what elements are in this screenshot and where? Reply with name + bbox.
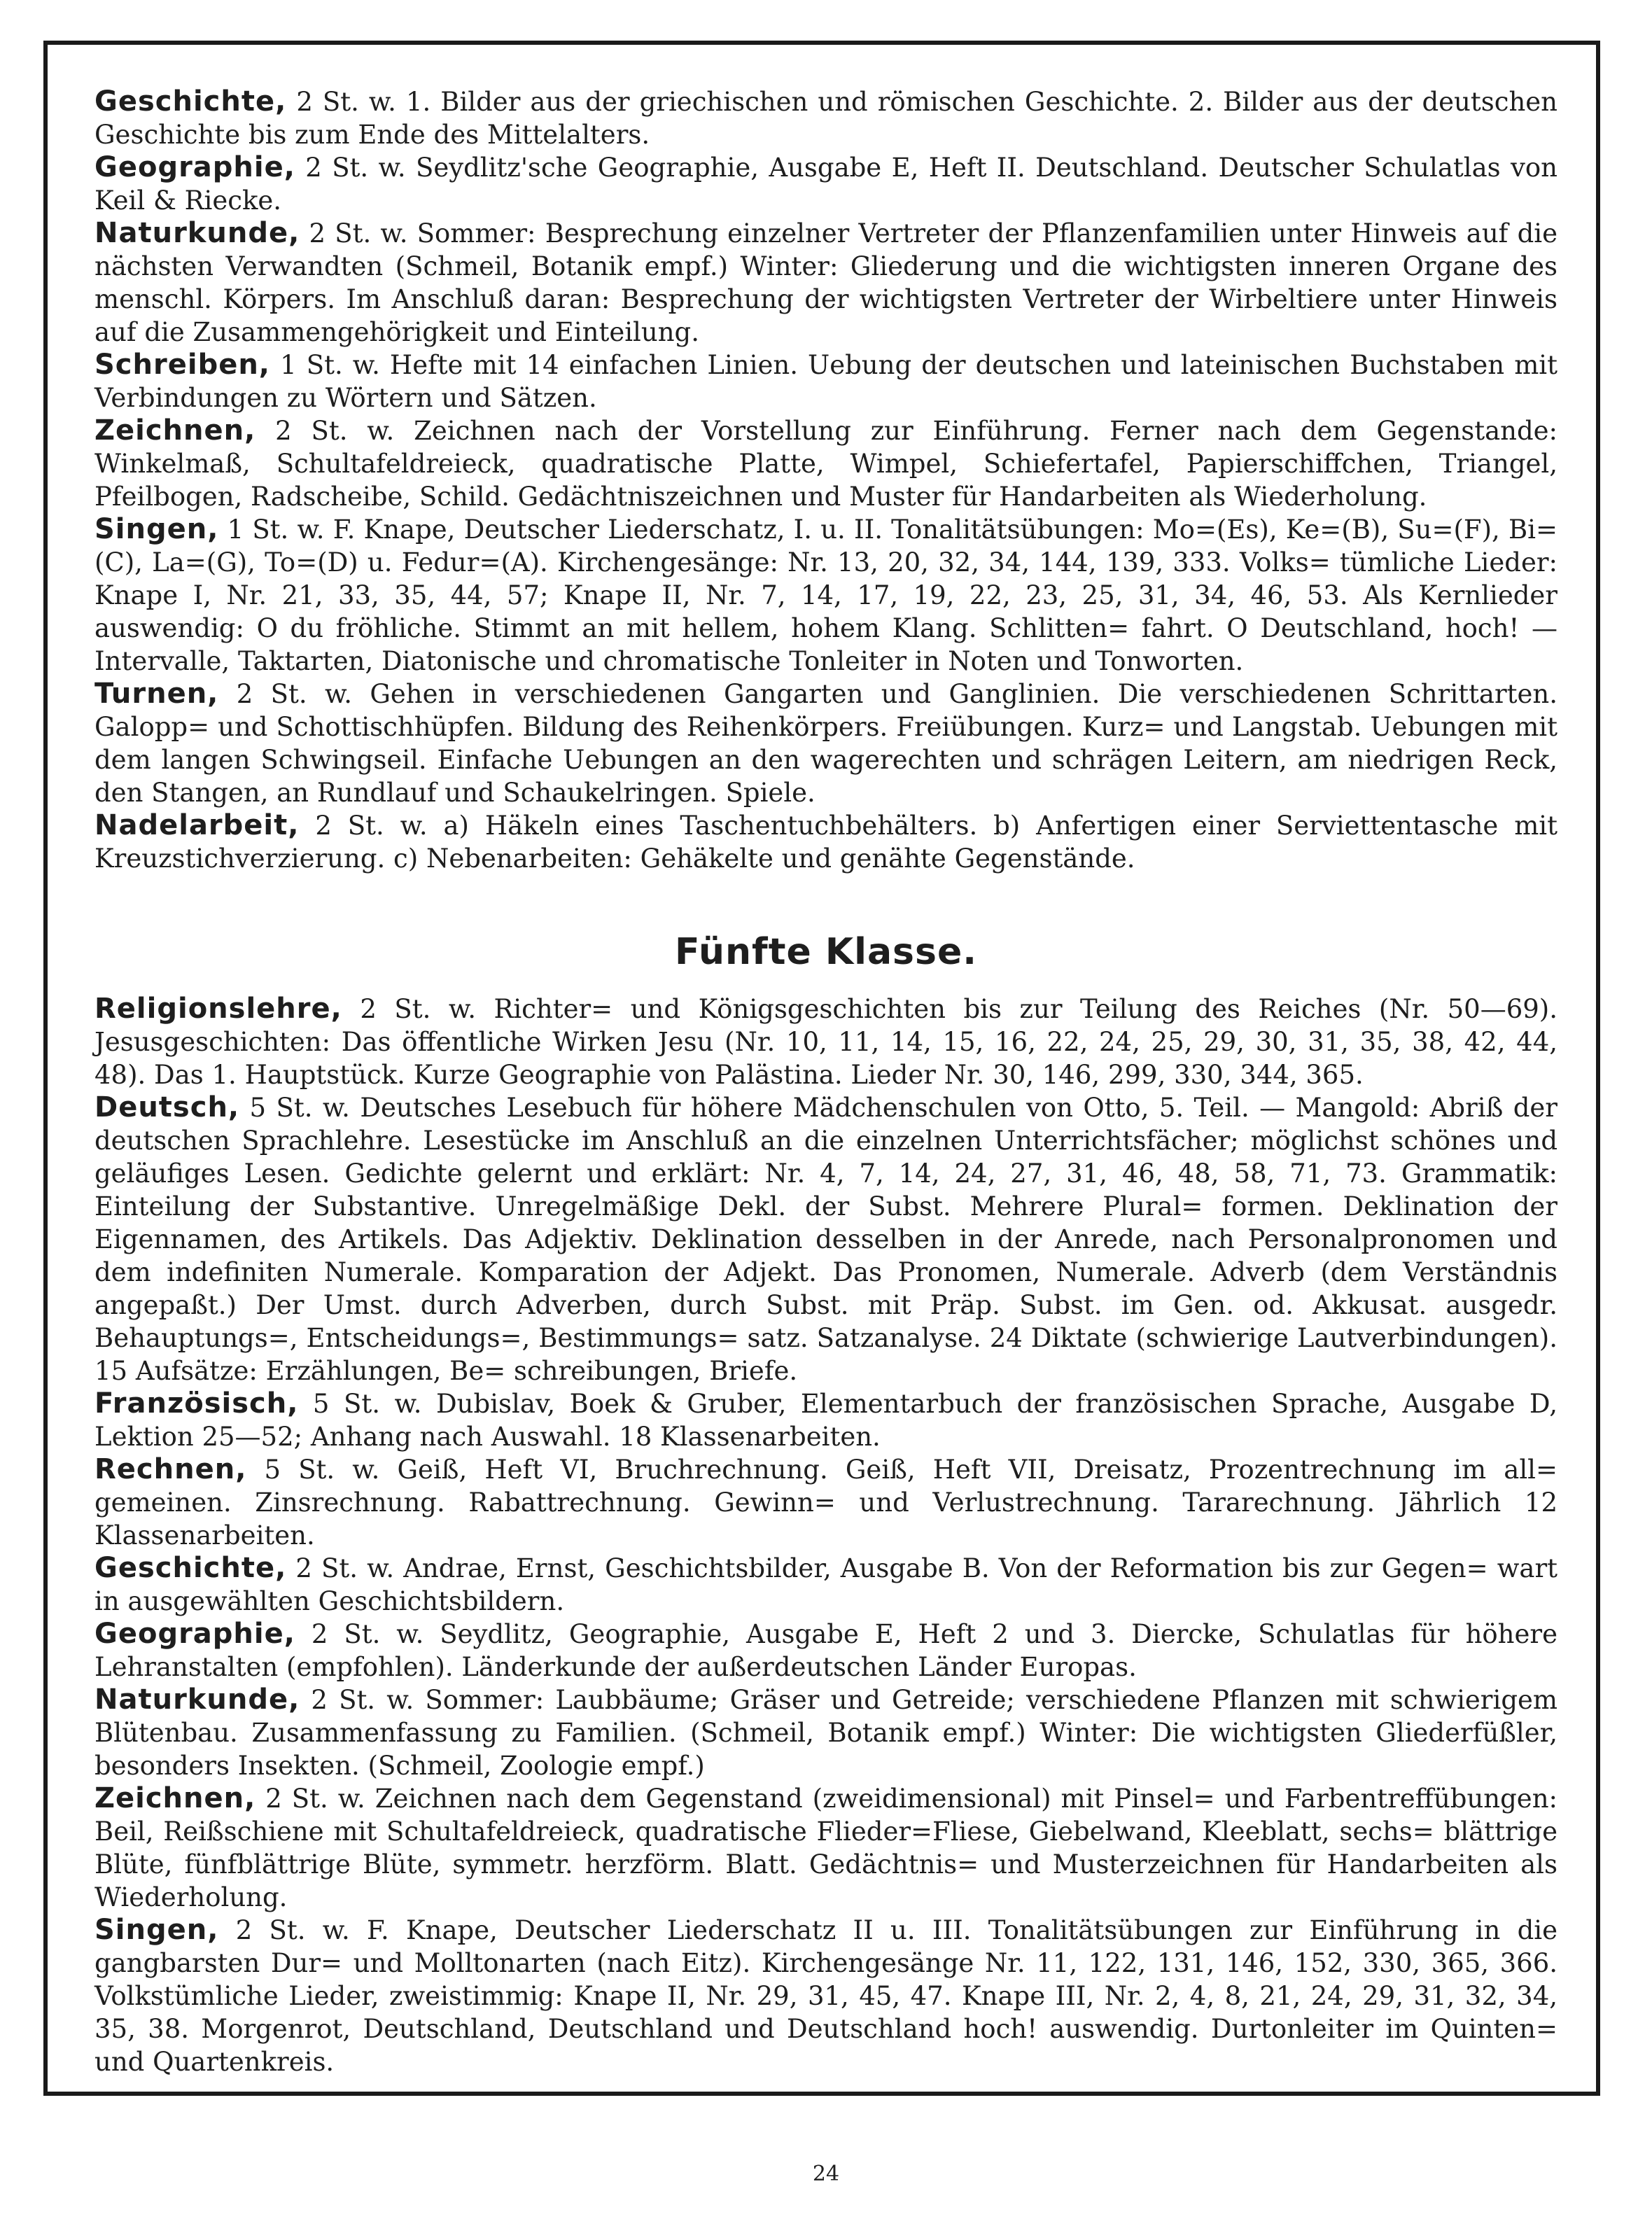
entry-religionslehre xyxy=(94,993,1558,1091)
page-number: 24 xyxy=(812,2162,840,2186)
entry-naturkunde xyxy=(94,1684,1558,1782)
subject-label: Zeichnen, xyxy=(94,414,256,447)
entry-singen xyxy=(94,513,1558,678)
curriculum-section-previous-class xyxy=(94,85,1558,875)
entry-text: 2 St. w. Richter= und Königsgeschichten bis zur Teilung des Reiches (Nr. 50—69). Jesusgeschichten: Das öffentliche Wirken Jesu (Nr. 10, 11, 14, 15, 16, 22, 24, 25, 29, 30, 31, 35, 38, 42, 44, 48). Das 1. Hauptstück. Kurze Geographie von Palästina. Lieder Nr. 30, 146, 299, 330, 344, 365. xyxy=(94,994,1558,1090)
entry-rechnen xyxy=(94,1453,1558,1552)
entry-nadelarbeit xyxy=(94,809,1558,875)
subject-label: Naturkunde, xyxy=(94,1684,300,1716)
subject-label: Rechnen, xyxy=(94,1453,247,1485)
entry-geographie xyxy=(94,1618,1558,1684)
entry-text: 2 St. w. Seydlitz'sche Geographie, Ausgabe E, Heft II. Deutschland. Deutscher Schulatlas von Keil & Riecke. xyxy=(94,153,1558,216)
subject-label: Geographie, xyxy=(94,1618,295,1650)
entry-geschichte xyxy=(94,85,1558,151)
subject-label: Singen, xyxy=(94,1914,219,1946)
section-heading: Fünfte Klasse. xyxy=(675,931,977,973)
entry-text: 5 St. w. Geiß, Heft VI, Bruchrechnung. Geiß, Heft VII, Dreisatz, Prozentrechnung im all= gemeinen. Zinsrechnung. Rabattrechnung. Gewinn= und Verlustrechnung. Tararechnung. Jährlich 12 Klassenarbeiten. xyxy=(94,1455,1558,1550)
entry-text: 2 St. w. a) Häkeln eines Taschentuchbehälters. b) Anfertigen einer Serviettentasche mit Kreuzstichverzierung. c) Nebenarbeiten: Gehäkelte und genähte Gegenstände. xyxy=(94,811,1558,874)
subject-label: Naturkunde, xyxy=(94,217,300,249)
subject-label: Schreiben, xyxy=(94,349,270,381)
entry-text: 2 St. w. Sommer: Laubbäume; Gräser und Getreide; verschiedene Pflanzen mit schwierigem Blütenbau. Zusammenfassung zu Familien. (Schmeil, Botanik empf.) Winter: Die wichtigsten Gliederfüßler, besonders Insekten. (Schmeil, Zoologie empf.) xyxy=(94,1685,1558,1781)
entry-text: 2 St. w. F. Knape, Deutscher Liederschatz II u. III. Tonalitätsübungen zur Einführung in die gangbarsten Dur= und Molltonarten (nach Eitz). Kirchengesänge Nr. 11, 122, 131, 146, 152, 330, 365, 366. Volkstümliche Lieder, zweistimmig: Knape II, Nr. 29, 31, 45, 47. Knape III, Nr. 2, 4, 8, 21, 24, 29, 31, 32, 34, 35, 38. Morgenrot, Deutschland, Deutschland und Deutschland hoch! auswendig. Durtonleiter im Quinten= und Quartenkreis. xyxy=(94,1915,1558,2077)
entry-franzoesisch xyxy=(94,1387,1558,1453)
entry-deutsch xyxy=(94,1091,1558,1387)
entry-text: 2 St. w. Andrae, Ernst, Geschichtsbilder, Ausgabe B. Von der Reformation bis zur Gegen= wart in ausgewählten Geschichtsbildern. xyxy=(94,1553,1558,1616)
entry-text: 2 St. w. Zeichnen nach der Vorstellung zur Einführung. Ferner nach dem Gegenstande: Winkelmaß, Schultafeldreieck, quadratische Platte, Wimpel, Schiefertafel, Papierschiffchen, Triangel, Pfeilbogen, Radscheibe, Schild. Gedächtniszeichnen und Muster für Handarbeiten als Wiederholung. xyxy=(94,416,1558,512)
subject-label: Singen, xyxy=(94,513,219,545)
entry-zeichnen xyxy=(94,414,1558,513)
entry-text: 1 St. w. F. Knape, Deutscher Liederschatz, I. u. II. Tonalitätsübungen: Mo=(Es), Ke=(B), Su=(F), Bi=(C), La=(G), To=(D) u. Fedur=(A). Kirchengesänge: Nr. 13, 20, 32, 34, 144, 139, 333. Volks= tümliche Lieder: Knape I, Nr. 21, 33, 35, 44, 57; Knape II, Nr. 7, 14, 17, 19, 22, 23, 25, 31, 34, 46, 53. Als Kernlieder auswendig: O du fröhliche. Stimmt an mit hellem, hohem Klang. Schlitten= fahrt. O Deutschland, hoch! — Intervalle, Taktarten, Diatonische und chromatische Tonleiter in Noten und Tonworten. xyxy=(94,514,1558,676)
entry-text: 2 St. w. 1. Bilder aus der griechischen und römischen Geschichte. 2. Bilder aus der deutschen Geschichte bis zum Ende des Mittelalters. xyxy=(94,87,1558,150)
entry-geschichte xyxy=(94,1552,1558,1618)
entry-text: 2 St. w. Seydlitz, Geographie, Ausgabe E, Heft 2 und 3. Diercke, Schulatlas für höhere Lehranstalten (empfohlen). Länderkunde der außerdeutschen Länder Europas. xyxy=(94,1619,1558,1682)
entry-text: 1 St. w. Hefte mit 14 einfachen Linien. Uebung der deutschen und lateinischen Buchstaben mit Verbindungen zu Wörtern und Sätzen. xyxy=(94,350,1558,413)
subject-label: Religionslehre, xyxy=(94,993,342,1025)
entry-schreiben xyxy=(94,349,1558,414)
subject-label: Deutsch, xyxy=(94,1091,240,1124)
subject-label: Französisch, xyxy=(94,1387,299,1420)
entry-text: 2 St. w. Gehen in verschiedenen Gangarten und Ganglinien. Die verschiedenen Schrittarten. Galopp= und Schottischhüpfen. Bildung des Reihenkörpers. Freiübungen. Kurz= und Langstab. Uebungen mit dem langen Schwingseil. Einfache Uebungen an den wagerechten und schrägen Leitern, am niedrigen Reck, den Stangen, an Rundlauf und Schaukelringen. Spiele. xyxy=(94,679,1558,808)
subject-label: Geschichte, xyxy=(94,85,287,118)
entry-naturkunde xyxy=(94,217,1558,349)
entry-text: 5 St. w. Dubislav, Boek & Gruber, Elementarbuch der französischen Sprache, Ausgabe D, Lektion 25—52; Anhang nach Auswahl. 18 Klassenarbeiten. xyxy=(94,1389,1558,1452)
curriculum-section-fifth-class xyxy=(94,993,1558,2078)
subject-label: Zeichnen, xyxy=(94,1782,256,1814)
entry-text: 2 St. w. Sommer: Besprechung einzelner Vertreter der Pflanzenfamilien unter Hinweis auf die nächsten Verwandten (Schmeil, Botanik empf.) Winter: Gliederung und die wichtigsten inneren Organe des menschl. Körpers. Im Anschluß daran: Besprechung der wichtigsten Vertreter der Wirbeltiere unter Hinweis auf die Zusammengehörigkeit und Einteilung. xyxy=(94,218,1558,347)
entry-geographie xyxy=(94,151,1558,217)
entry-zeichnen xyxy=(94,1782,1558,1914)
entry-singen xyxy=(94,1914,1558,2078)
entry-text: 5 St. w. Deutsches Lesebuch für höhere Mädchenschulen von Otto, 5. Teil. — Mangold: Abriß der deutschen Sprachlehre. Lesestücke im Anschluß an die einzelnen Unterrichtsfächer; möglichst schönes und geläufiges Lesen. Gedichte gelernt und erklärt: Nr. 4, 7, 14, 24, 27, 31, 46, 48, 58, 71, 73. Grammatik: Einteilung der Substantive. Unregelmäßige Dekl. der Subst. Mehrere Plural= formen. Deklination der Eigennamen, des Artikels. Das Adjektiv. Deklination desselben in der Anrede, nach Personalpronomen und dem indefiniten Numerale. Komparation der Adjekt. Das Pronomen, Numerale. Adverb (dem Verständnis angepaßt.) Der Umst. durch Adverben, durch Subst. mit Präp. Subst. im Gen. od. Akkusat. ausgedr. Behauptungs=, Entscheidungs=, Bestimmungs= satz. Satzanalyse. 24 Diktate (schwierige Lautverbindungen). 15 Aufsätze: Erzählungen, Be= schreibungen, Briefe. xyxy=(94,1093,1558,1386)
entry-text: 2 St. w. Zeichnen nach dem Gegenstand (zweidimensional) mit Pinsel= und Farbentreffübungen: Beil, Reißschiene mit Schultafeldreieck, quadratische Flieder=Fliese, Giebelwand, Kleeblatt, sechs= blättrige Blüte, fünfblättrige Blüte, symmetr. herzförm. Blatt. Gedächtnis= und Musterzeichnen für Handarbeiten als Wiederholung. xyxy=(94,1784,1558,1912)
subject-label: Geographie, xyxy=(94,151,295,183)
entry-turnen xyxy=(94,678,1558,809)
subject-label: Geschichte, xyxy=(94,1552,287,1584)
subject-label: Nadelarbeit, xyxy=(94,809,300,841)
subject-label: Turnen, xyxy=(94,678,219,710)
page-content xyxy=(94,85,1558,2078)
